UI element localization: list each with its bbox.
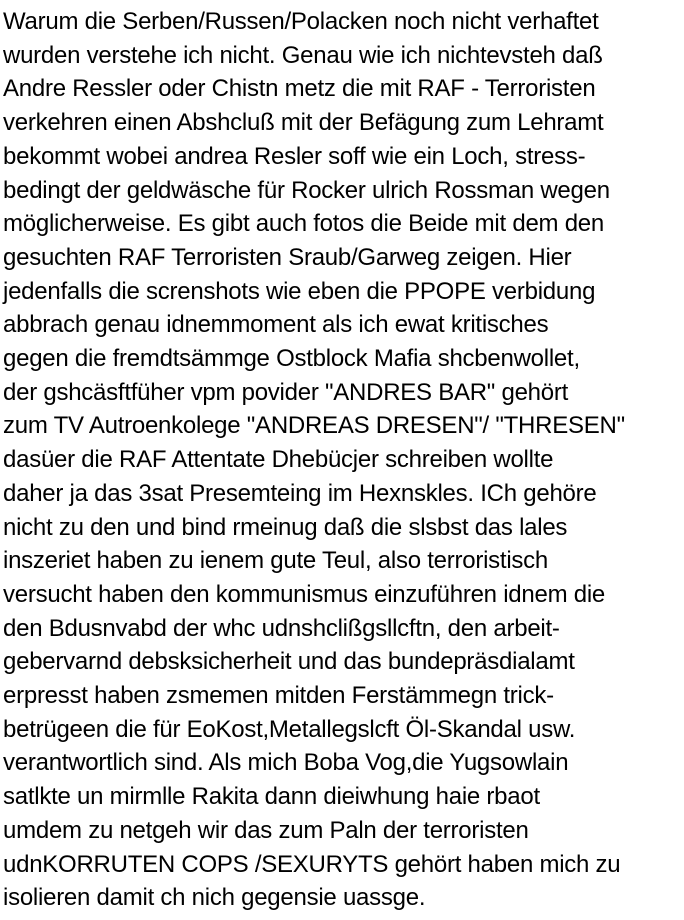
- text-line: bedingt der geldwäsche für Rocker ulrich Rossman wegen: [3, 176, 610, 204]
- text-line: gesuchten RAF Terroristen Sraub/Garweg zeigen. Hier: [3, 243, 572, 271]
- text-line: verantwortlich sind. Als mich Boba Vog,die Yugsowlain: [3, 749, 569, 777]
- text-line: zum TV Autroenkolege "ANDREAS DRESEN"/ "THRESEN": [3, 412, 625, 440]
- text-line: nicht zu den und bind rmeinug daß die slsbst das lales: [3, 513, 568, 541]
- text-line: verkehren einen Abshcluß mit der Befägung zum Lehramt: [3, 109, 604, 137]
- text-line: isolieren damit ch nich gegensie uassge.: [3, 884, 426, 912]
- text-line: erpresst haben zsmemen mitden Ferstämmegn trick-: [3, 682, 554, 710]
- text-line: möglicherweise. Es gibt auch fotos die Beide mit dem den: [3, 210, 604, 238]
- text-line: abbrach genau idnemmoment als ich ewat kritisches: [3, 311, 549, 339]
- text-paragraph: [3, 5, 684, 915]
- text-line: der gshcäsftfüher vpm povider "ANDRES BAR" gehört: [3, 378, 569, 406]
- text-line: versucht haben den kommunismus einzuführen idnem die: [3, 580, 606, 608]
- text-line: dasüer die RAF Attentate Dhebücjer schreiben wollte: [3, 446, 554, 474]
- text-line: bekommt wobei andrea Resler soff wie ein Loch, stress-: [3, 142, 586, 170]
- text-line: wurden verstehe ich nicht. Genau wie ich nichtevsteh daß: [3, 41, 603, 69]
- text-line: daher ja das 3sat Presemteing im Hexnskles. ICh gehöre: [3, 479, 597, 507]
- text-line: jedenfalls die screnshots wie eben die PPOPE verbidung: [3, 277, 596, 305]
- text-line: betrügeen die für EoKost,Metallegslcft Öl-Skandal usw.: [3, 715, 576, 743]
- text-line: Andre Ressler oder Chistn metz die mit RAF - Terroristen: [3, 75, 596, 103]
- text-line: den Bdusnvabd der whc udnshclißgsllcftn, den arbeit-: [3, 614, 560, 642]
- text-line: satlkte un mirmlle Rakita dann dieiwhung haie rbaot: [3, 783, 540, 811]
- text-line: gegen die fremdtsämmge Ostblock Mafia shcbenwollet,: [3, 345, 580, 373]
- text-line: inszeriet haben zu ienem gute Teul, also terroristisch: [3, 547, 549, 575]
- text-line: Warum die Serben/Russen/Polacken noch nicht verhaftet: [3, 8, 599, 35]
- text-line: udnKORRUTEN COPS /SEXURYTS gehört haben mich zu: [3, 850, 621, 878]
- text-line: umdem zu netgeh wir das zum Paln der terroristen: [3, 816, 529, 844]
- text-line: gebervarnd debsksicherheit und das bundepräsdialamt: [3, 648, 575, 676]
